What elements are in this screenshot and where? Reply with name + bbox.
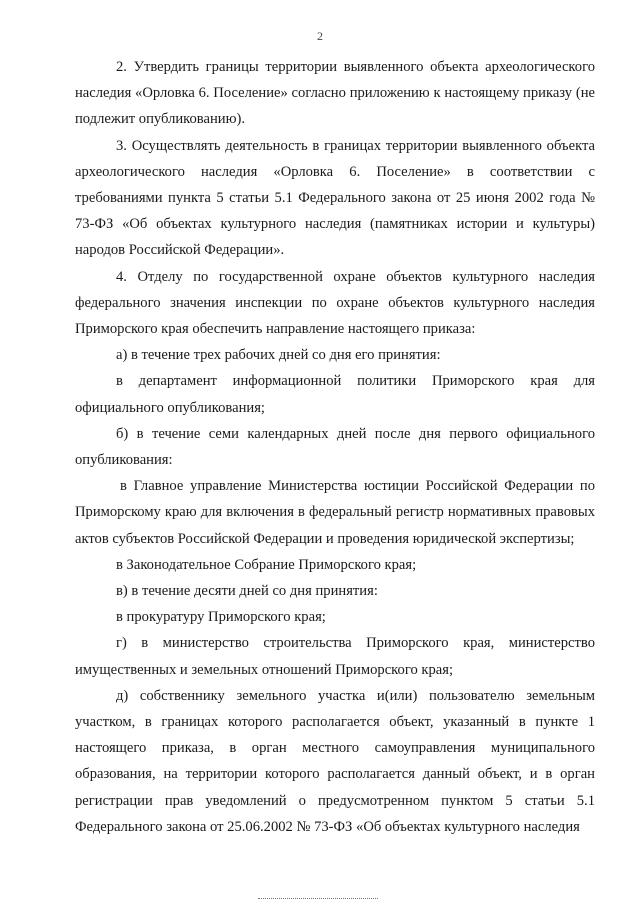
paragraph-4a-item-1: в департамент информационной политики Приморского края для официального опубликования; [75,373,595,416]
document-body [75,54,595,840]
paragraph-4d: д) собственнику земельного участка и(или) пользователю земельным участком, в границах которого располагается объект, указанный в пункте 1 настоящего приказа, в орган местного самоуправления муниципального образования, на территории которого располагается данный объект, и в орган регистрации прав уведомлений о предусмотренном пунктом 5 статьи 5.1 Федерального закона от 25.06.2002 № 73-ФЗ «Об объектах культурного наследия [75,687,595,835]
paragraph-4b-item-1: в Главное управление Министерства юстиции Российской Федерации по Приморскому краю для включения в федеральный регистр нормативных правовых актов субъектов Российской Федерации и проведения юридической экспертизы; [75,478,595,547]
paragraph-3: 3. Осуществлять деятельность в границах территории выявленного объекта археологического наследия «Орловка 6. Поселение» в соответствии с требованиями пункта 5 статьи 5.1 Федерального закона от 25 июня 2002 года № 73-ФЗ «Об объектах культурного наследия (памятниках истории и культуры) народов Российской Федерации». [75,137,595,259]
paragraph-4g: г) в министерство строительства Приморского края, министерство имущественных и земельных отношений Приморского края; [75,635,595,678]
paragraph-4: 4. Отделу по государственной охране объектов культурного наследия федерального значения инспекции по охране объектов культурного наследия Приморского края обеспечить направление настоящего приказа: [75,268,595,338]
paragraph-4v-item-1: в прокуратуру Приморского края; [116,609,326,626]
paragraph-4b-item-2: в Законодательное Собрание Приморского края; [116,556,417,573]
paragraph-2: 2. Утвердить границы территории выявленного объекта археологического наследия «Орловка 6. Поселение» согласно приложению к настоящему приказу (не подлежит опубликованию). [75,59,595,128]
paragraph-4a: а) в течение трех рабочих дней со дня его принятия: [116,347,441,364]
scan-edge-mark [258,897,378,899]
page-number: 2 [317,29,323,43]
paragraph-4b: б) в течение семи календарных дней после дня первого официального опубликования: [75,425,595,469]
paragraph-4v: в) в течение десяти дней со дня принятия: [116,583,378,600]
